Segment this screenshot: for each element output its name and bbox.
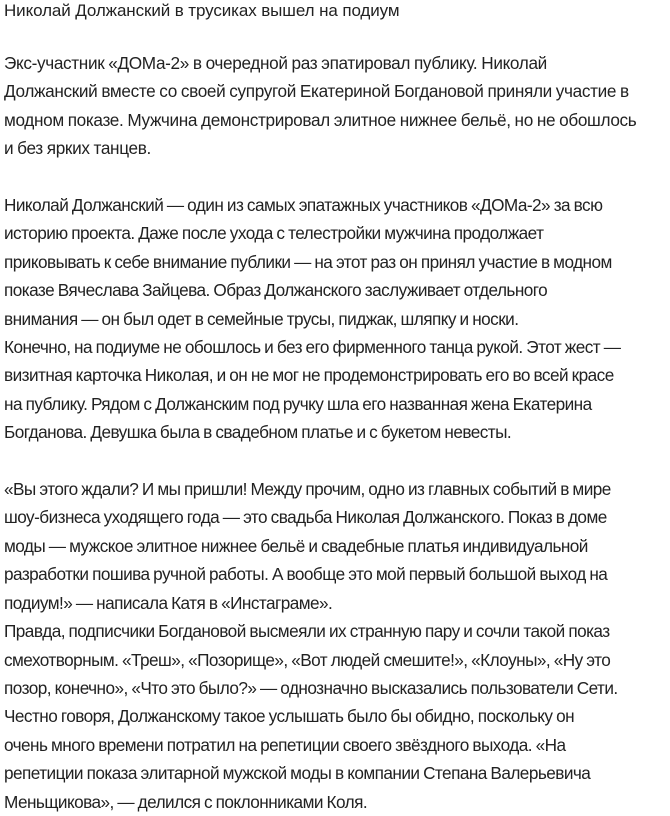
- text-line: Конечно, на подиуме не обошлось и без его фирменного танца рукой. Этот жест —: [4, 337, 621, 358]
- text-line: приковывать к себе внимание публики — на этот раз он принял участие в модном: [4, 251, 612, 272]
- text-line: позор, конечно», «Что это было?» — однозначно высказались пользователи Сети.: [4, 677, 618, 698]
- text-line: Меньщикова», — делился с поклонниками Коля.: [4, 791, 368, 812]
- text-line: очень много времени потратил на репетиции своего звёздного выхода. «На: [4, 734, 566, 755]
- text-line: Николай Должанский — один из самых эпатажных участников «ДОМа-2» за всю: [4, 195, 603, 216]
- text-line: модном показе. Мужчина демонстрировал элитное нижнее бельё, но не обошлось: [4, 109, 637, 130]
- text-line: историю проекта. Даже после ухода с телестройки мужчина продолжает: [4, 223, 544, 244]
- text-line: разработки пошива ручной работы. А вообще это мой первый большой выход на: [4, 564, 608, 585]
- text-line: шоу-бизнеса уходящего года — это свадьба Николая Должанского. Показ в доме: [4, 507, 607, 528]
- article-title: Николай Должанский в трусиках вышел на подиум: [4, 1, 400, 20]
- text-line: моды — мужское элитное нижнее бельё и свадебные платья индивидуальной: [4, 535, 588, 556]
- paragraph-gap: [4, 163, 668, 191]
- text-line: и без ярких танцев.: [4, 138, 151, 159]
- text-line: показе Вячеслава Зайцева. Образ Должанского заслуживает отдельного: [4, 280, 548, 301]
- article-paragraph-quote: [4, 475, 668, 816]
- article-paragraph-intro: [4, 49, 668, 163]
- text-line: Правда, подписчики Богдановой высмеяли их странную пару и сочли такой показ: [4, 621, 610, 642]
- text-line: Экс-участник «ДОМа-2» в очередной раз эпатировал публику. Николай: [4, 53, 547, 73]
- text-line: Честно говоря, Должанскому такое услышать было бы обидно, поскольку он: [4, 706, 575, 727]
- text-line: подиум!» — написала Катя в «Инстаграме».: [4, 592, 333, 613]
- text-line: Богданова. Девушка была в свадебном платье и с букетом невесты.: [4, 422, 512, 443]
- text-line: репетиции показа элитарной мужской моды в компании Степана Валерьевича: [4, 763, 591, 784]
- article-paragraph-body: [4, 191, 668, 447]
- text-line: Должанский вместе со своей супругой Екатериной Богдановой приняли участие в: [4, 81, 629, 102]
- paragraph-gap: [4, 447, 668, 475]
- text-line: смехотворным. «Треш», «Позорище», «Вот людей смешите!», «Клоуны», «Ну это: [4, 649, 611, 670]
- text-line: «Вы этого ждали? И мы пришли! Между прочим, одно из главных событий в мире: [4, 479, 611, 500]
- text-line: на публику. Рядом с Должанским под ручку шла его названная жена Екатерина: [4, 393, 592, 414]
- text-line: внимания — он был одет в семейные трусы, пиджак, шляпку и носки.: [4, 308, 519, 329]
- text-line: визитная карточка Николая, и он не мог не продемонстрировать его во всей красе: [4, 365, 614, 386]
